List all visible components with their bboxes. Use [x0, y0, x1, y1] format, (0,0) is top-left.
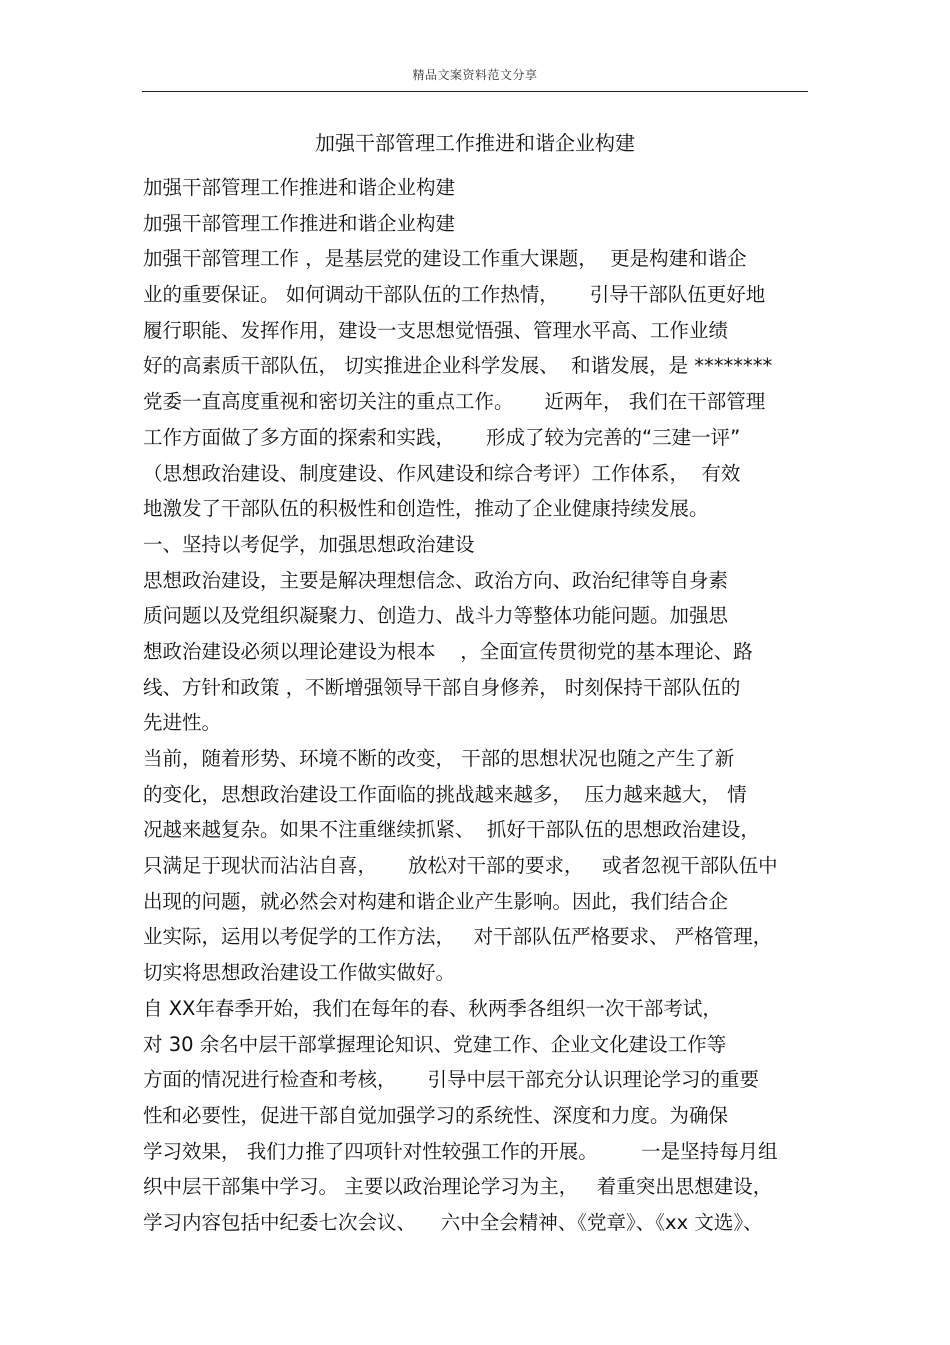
text-line: 加强干部管理工作推进和谐企业构建 [143, 211, 456, 235]
text-line: 履行职能、发挥作用，建设一支思想觉悟强、管理水平高、工作业绩 [143, 318, 729, 342]
text-line: 性和必要性，促进干部自觉加强学习的系统性、深度和力度。为确保 [143, 1103, 729, 1127]
text-line: 况越来越复杂。如果不注重继续抓紧、 抓好干部队伍的思想政治建设， [143, 818, 760, 842]
text-line: 学习效果， 我们力推了四项针对性较强工作的开展。 一是坚持每月组 [143, 1139, 778, 1163]
page-header: 精品文案资料范文分享 [412, 68, 538, 82]
text-line: 只满足于现状而沾沾自喜， 放松对干部的要求， 或者忽视干部队伍中 [143, 854, 778, 878]
text-line: 工作方面做了多方面的探索和实践， 形成了较为完善的“三建一评” [143, 425, 741, 449]
document-body [143, 170, 813, 1241]
text-line: 先进性。 [143, 711, 222, 735]
text-line: 加强干部管理工作推进和谐企业构建 [143, 176, 456, 199]
text-line: 想政治建设必须以理论建设为根本 ，全面宣传贯彻党的基本理论、路 [143, 639, 753, 663]
text-line: 织中层干部集中学习。 主要以政治理论学习为主， 着重突出思想建设， [143, 1175, 773, 1199]
text-line: 对 30 余名中层干部掌握理论知识、党建工作、企业文化建设工作等 [143, 1032, 727, 1056]
text-line: 切实将思想政治建设工作做实做好。 [143, 961, 456, 985]
text-line: 加强干部管理工作 ，是基层党的建设工作重大课题， 更是构建和谐企 [143, 247, 747, 271]
text-line: 学习内容包括中纪委七次会议、 六中全会精神、《党章》、《xx 文选》、 [143, 1210, 763, 1234]
text-line: 地激发了干部队伍的积极性和创造性，推动了企业健康持续发展。 [143, 497, 709, 521]
text-line: 业实际，运用以考促学的工作方法， 对干部队伍严格要求、 严格管理， [143, 925, 773, 949]
text-line: 出现的问题，就必然会对构建和谐企业产生影响。因此，我们结合企 [143, 889, 729, 913]
text-line: 质问题以及党组织凝聚力、创造力、战斗力等整体功能问题。加强思 [143, 604, 729, 628]
text-line: （思想政治建设、制度建设、作风建设和综合考评）工作体系， 有效 [143, 461, 741, 485]
text-line: 业的重要保证。 如何调动干部队伍的工作热情， 引导干部队伍更好地 [143, 283, 766, 307]
text-line: 思想政治建设，主要是解决理想信念、政治方向、政治纪律等自身素 [143, 568, 729, 592]
header-divider [142, 91, 808, 92]
text-line: 线、方针和政策 ，不断增强领导干部自身修养， 时刻保持干部队伍的 [143, 675, 741, 699]
text-line: 的变化，思想政治建设工作面临的挑战越来越多， 压力越来越大， 情 [143, 782, 747, 806]
text-line: 党委一直高度重视和密切关注的重点工作。 近两年， 我们在干部管理 [143, 390, 766, 414]
text-line: 自 XX年春季开始，我们在每年的春、秋两季各组织一次干部考试， [143, 996, 722, 1020]
text-line: 方面的情况进行检查和考核， 引导中层干部充分认识理论学习的重要 [143, 1068, 759, 1092]
text-line: 当前，随着形势、环境不断的改变， 干部的思想状况也随之产生了新 [143, 747, 735, 770]
section-heading: 一、坚持以考促学，加强思想政治建设 [143, 532, 475, 556]
document-title: 加强干部管理工作推进和谐企业构建 [315, 131, 635, 155]
text-line: 好的高素质干部队伍， 切实推进企业科学发展、 和谐发展，是 ******** [143, 354, 773, 378]
